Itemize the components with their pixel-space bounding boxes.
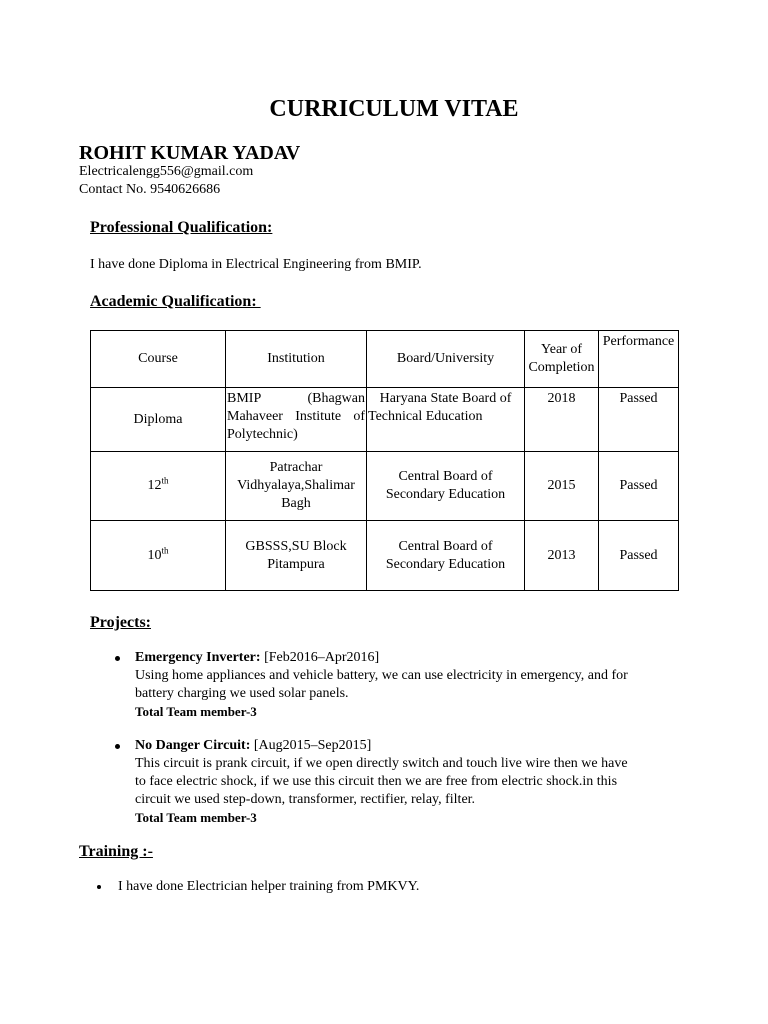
- year-cell: 2015: [525, 452, 599, 521]
- header-institution: Institution: [226, 331, 367, 388]
- contact-number: Contact No. 9540626686: [79, 182, 221, 197]
- performance-cell: Passed: [599, 521, 679, 591]
- bullet-icon: [115, 656, 120, 661]
- project-team: Total Team member-3: [135, 810, 257, 825]
- course-cell: 10th: [91, 521, 226, 591]
- project-name: Emergency Inverter:: [135, 650, 261, 665]
- institution-cell: BMIP (Bhagwan Mahaveer Institute of Polytechnic): [226, 388, 367, 452]
- project-description-line: battery charging we used solar panels.: [135, 686, 349, 701]
- header-board-university: Board/University: [367, 331, 525, 388]
- bullet-icon: [115, 744, 120, 749]
- course-cell: 12th: [91, 452, 226, 521]
- document-title: CURRICULUM VITAE: [269, 96, 519, 122]
- board-cell: Central Board of Secondary Education: [367, 521, 525, 591]
- performance-cell: Passed: [599, 452, 679, 521]
- institution-cell: GBSSS,SU Block Pitampura: [226, 521, 367, 591]
- email-text: Electricalengg556@gmail.com: [79, 164, 254, 179]
- professional-qualification-heading: Professional Qualification:: [90, 219, 273, 236]
- project-description-line: to face electric shock, if we use this circuit then we are free from electric shock.in this: [135, 774, 618, 789]
- course-cell: Diploma: [91, 388, 226, 452]
- projects-heading: Projects:: [90, 614, 151, 631]
- project-name: No Danger Circuit:: [135, 738, 251, 753]
- project-item: [135, 737, 695, 827]
- table-row: [91, 521, 679, 591]
- header-year-line-1: Year of: [541, 342, 582, 357]
- header-course: Course: [91, 331, 226, 388]
- table-row: [91, 452, 679, 521]
- project-description-line: Using home appliances and vehicle battery, we can use electricity in emergency, and for: [135, 668, 628, 683]
- project-description-line: circuit we used step-down, transformer, rectifier, relay, filter.: [135, 792, 476, 807]
- header-performance: Performance: [599, 331, 679, 388]
- board-cell: Central Board of Secondary Education: [367, 452, 525, 521]
- performance-cell: Passed: [599, 388, 679, 452]
- bullet-icon: [97, 885, 101, 889]
- project-description-line: This circuit is prank circuit, if we open directly switch and touch live wire then we have: [135, 756, 628, 771]
- professional-qualification-text: I have done Diploma in Electrical Engineering from BMIP.: [90, 257, 422, 272]
- academic-qualification-heading: Academic Qualification:: [90, 293, 261, 310]
- training-item: I have done Electrician helper training from PMKVY.: [118, 879, 420, 894]
- board-cell: Haryana State Board of Technical Education: [367, 388, 525, 452]
- table-row: [91, 388, 679, 452]
- year-cell: 2018: [525, 388, 599, 452]
- training-heading: Training :-: [79, 843, 153, 860]
- header-year-of-completion: [525, 331, 599, 388]
- project-dates: [Aug2015–Sep2015]: [250, 738, 372, 753]
- academic-qualification-table: [90, 330, 679, 591]
- candidate-name: ROHIT KUMAR YADAV: [79, 142, 301, 164]
- project-dates: [Feb2016–Apr2016]: [260, 650, 380, 665]
- header-year-line-2: Completion: [528, 360, 595, 375]
- institution-cell: Patrachar Vidhyalaya,Shalimar Bagh: [226, 452, 367, 521]
- year-cell: 2013: [525, 521, 599, 591]
- project-item: [135, 649, 695, 721]
- table-header-row: [91, 331, 679, 388]
- project-team: Total Team member-3: [135, 704, 257, 719]
